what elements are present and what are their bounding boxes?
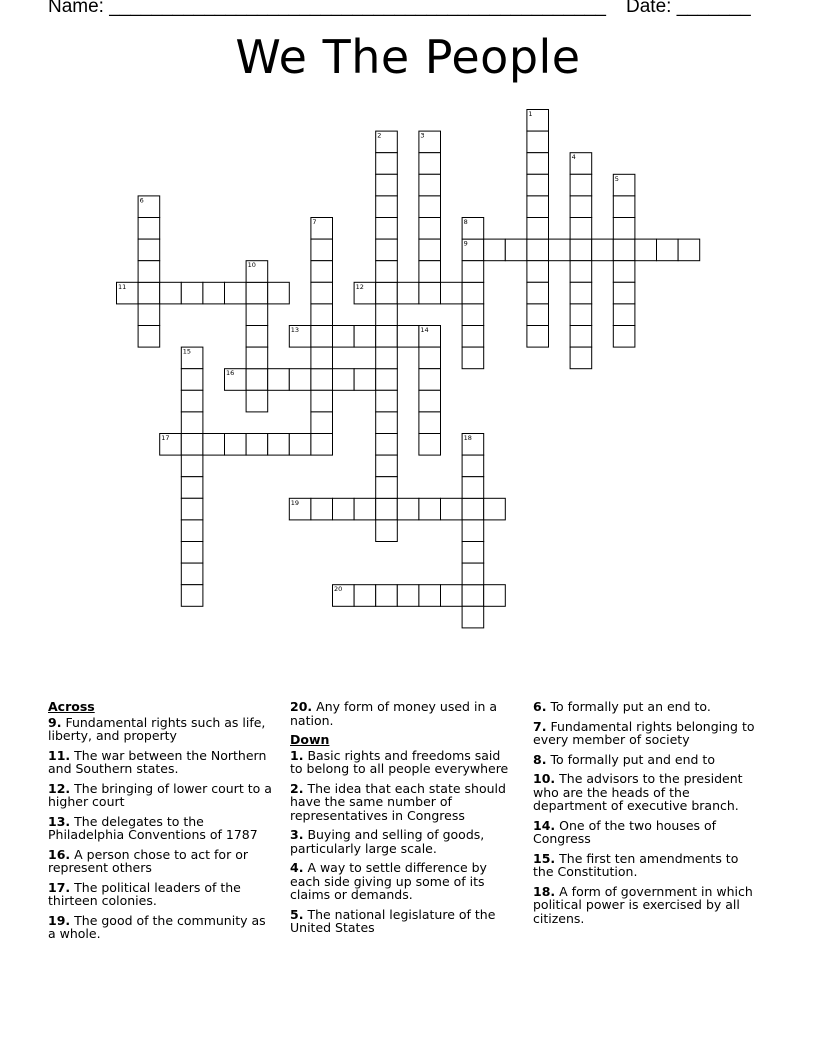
grid-cell[interactable] (376, 174, 398, 196)
grid-cell[interactable] (311, 498, 333, 520)
clue-number: 12. (48, 780, 71, 796)
down-clue (533, 700, 761, 714)
across-clue (48, 848, 274, 875)
clue-number: 19. (48, 912, 71, 928)
down-clue (290, 782, 514, 823)
grid-cell[interactable] (484, 498, 506, 520)
across-clue (48, 782, 274, 809)
grid-cell[interactable] (376, 261, 398, 283)
grid-cell[interactable] (246, 390, 268, 412)
clue-text: The national legislature of the United States (290, 906, 496, 935)
grid-cell[interactable] (570, 196, 592, 218)
clue-number: 13. (48, 813, 71, 829)
grid-cell[interactable] (419, 282, 441, 304)
grid-cell[interactable] (462, 455, 484, 477)
grid-cell[interactable] (527, 153, 549, 175)
across-clue (48, 716, 274, 743)
grid-cell[interactable] (613, 239, 635, 261)
grid-cell[interactable] (419, 412, 441, 434)
clue-number-label: 11 (118, 282, 127, 291)
grid-cell[interactable] (311, 282, 333, 304)
grid-cell[interactable] (462, 542, 484, 564)
grid-cell[interactable] (181, 412, 203, 434)
grid-cell[interactable] (354, 498, 376, 520)
clue-number: 9. (48, 714, 62, 730)
grid-cell[interactable] (527, 282, 549, 304)
grid-cell[interactable] (181, 434, 203, 456)
grid-cell[interactable] (181, 390, 203, 412)
grid-cell[interactable] (613, 218, 635, 240)
grid-cell[interactable] (397, 498, 419, 520)
grid-cell[interactable] (181, 563, 203, 585)
grid-cell[interactable] (246, 282, 268, 304)
grid-cell[interactable] (376, 282, 398, 304)
clue-number: 16. (48, 846, 71, 862)
date-line[interactable]: _______ (676, 0, 751, 17)
clues-column-3 (533, 700, 761, 931)
grid-cell[interactable] (268, 369, 290, 391)
clue-text: Fundamental rights such as life, liberty, and property (48, 714, 266, 743)
grid-cell[interactable] (527, 174, 549, 196)
grid-cell[interactable] (333, 326, 355, 348)
grid-cell[interactable] (419, 153, 441, 175)
grid-cell[interactable] (225, 282, 247, 304)
grid-cell[interactable] (160, 282, 182, 304)
grid-cell[interactable] (613, 282, 635, 304)
clue-text: The advisors to the president who are the heads of the department of executive branch. (533, 771, 743, 813)
grid-cell[interactable] (462, 477, 484, 499)
clue-text: The war between the Northern and Southern states. (48, 747, 267, 776)
clue-text: To formally put an end to. (550, 699, 711, 714)
grid-cell[interactable] (376, 498, 398, 520)
grid-cell[interactable] (138, 304, 160, 326)
grid-cell[interactable] (311, 239, 333, 261)
grid-cell[interactable] (527, 131, 549, 153)
grid-cell[interactable] (613, 196, 635, 218)
grid-cell[interactable] (462, 347, 484, 369)
across-clue (48, 914, 274, 941)
grid-cell[interactable] (376, 326, 398, 348)
clue-text: A form of government in which political power is exercised by all citizens. (533, 883, 753, 926)
grid-cell[interactable] (181, 585, 203, 607)
name-line[interactable]: _______________________________________________ (109, 0, 606, 17)
grid-cell[interactable] (570, 347, 592, 369)
across-clue (290, 700, 514, 727)
across-clue (48, 881, 274, 908)
clue-number: 20. (290, 699, 313, 714)
grid-cell[interactable] (138, 218, 160, 240)
grid-cell[interactable] (462, 563, 484, 585)
grid-cell[interactable] (419, 196, 441, 218)
grid-cell[interactable] (268, 434, 290, 456)
clue-text: Buying and selling of goods, particularly large scale. (290, 827, 485, 856)
clue-text: The political leaders of the thirteen colonies. (48, 879, 241, 908)
grid-cell[interactable] (462, 282, 484, 304)
clue-number-label: 5 (614, 174, 619, 183)
clue-number: 2. (290, 780, 304, 796)
clue-text: To formally put and end to (550, 751, 715, 767)
down-clue (533, 720, 761, 747)
clue-number-label: 6 (139, 196, 144, 205)
grid-cell[interactable] (397, 326, 419, 348)
grid-cell[interactable] (462, 520, 484, 542)
grid-cell[interactable] (505, 239, 527, 261)
clue-number-label: 7 (312, 218, 317, 226)
grid-cell[interactable] (592, 239, 614, 261)
grid-cell[interactable] (246, 369, 268, 391)
grid-cell[interactable] (549, 239, 571, 261)
grid-cell[interactable] (419, 218, 441, 240)
grid-cell[interactable] (376, 390, 398, 412)
grid-cell[interactable] (527, 239, 549, 261)
grid-cell[interactable] (419, 261, 441, 283)
clue-number-label: 8 (463, 218, 468, 226)
grid-cell[interactable] (678, 239, 700, 261)
grid-cell[interactable] (419, 174, 441, 196)
clue-text: A way to settle difference by each side giving up some of its claims or demands. (290, 860, 487, 902)
grid-cell[interactable] (333, 369, 355, 391)
grid-cell[interactable] (570, 174, 592, 196)
clue-text: One of the two houses of Congress (533, 817, 717, 846)
grid-cell[interactable] (613, 326, 635, 348)
grid-cell[interactable] (570, 239, 592, 261)
grid-cell[interactable] (419, 585, 441, 607)
clue-text: A person chose to act for or represent others (48, 846, 248, 875)
grid-cell[interactable] (354, 369, 376, 391)
grid-cell[interactable] (311, 347, 333, 369)
clues-column-1 (48, 700, 274, 947)
clue-number-label: 1 (528, 110, 533, 118)
grid-cell[interactable] (419, 498, 441, 520)
clue-number-label: 17 (161, 434, 170, 442)
grid-cell[interactable] (181, 498, 203, 520)
down-clue (533, 753, 761, 767)
clue-number-label: 14 (420, 326, 429, 334)
clue-number: 17. (48, 879, 71, 895)
grid-cell[interactable] (462, 606, 484, 628)
grid-cell[interactable] (419, 390, 441, 412)
grid-cell[interactable] (311, 369, 333, 391)
clue-number: 4. (290, 860, 304, 875)
grid-cell[interactable] (462, 585, 484, 607)
grid-cell[interactable] (376, 347, 398, 369)
grid-cell[interactable] (527, 196, 549, 218)
grid-cell[interactable] (570, 304, 592, 326)
clue-number-label: 16 (226, 369, 235, 378)
grid-cell[interactable] (246, 326, 268, 348)
clue-text: The delegates to the Philadelphia Conventions of 1787 (48, 813, 258, 842)
clue-number-label: 4 (571, 153, 576, 162)
across-clue (48, 815, 274, 842)
grid-cell[interactable] (570, 261, 592, 283)
grid-cell[interactable] (462, 261, 484, 283)
grid-cell[interactable] (181, 477, 203, 499)
down-clue (533, 819, 761, 846)
grid-cell[interactable] (376, 196, 398, 218)
across-clue (48, 749, 274, 776)
clue-number: 5. (290, 906, 304, 922)
down-clue (290, 861, 514, 902)
clue-number-label: 19 (290, 498, 300, 507)
grid-cell[interactable] (246, 347, 268, 369)
grid-cell[interactable] (311, 304, 333, 326)
grid-cell[interactable] (181, 369, 203, 391)
clue-number: 1. (290, 747, 304, 763)
clue-number: 15. (533, 850, 556, 866)
grid-cell[interactable] (268, 282, 290, 304)
grid-cell[interactable] (138, 261, 160, 283)
grid-cell[interactable] (376, 412, 398, 434)
clue-text: Basic rights and freedoms said to belong to all people everywhere (290, 747, 509, 776)
grid-cell[interactable] (181, 542, 203, 564)
clue-number-label: 13 (290, 326, 300, 334)
grid-cell[interactable] (333, 498, 355, 520)
grid-cell[interactable] (289, 369, 311, 391)
clue-text: Fundamental rights belonging to every member of society (533, 718, 755, 747)
grid-cell[interactable] (397, 282, 419, 304)
grid-cell[interactable] (657, 239, 679, 261)
clue-text: The idea that each state should have the same number of representatives in Congress (290, 780, 506, 823)
clues-column-2 (290, 700, 514, 941)
grid-cell[interactable] (462, 498, 484, 520)
clue-number: 11. (48, 747, 71, 763)
date-label: Date: (626, 0, 672, 17)
clue-number: 14. (533, 817, 556, 833)
grid-cell[interactable] (441, 585, 463, 607)
grid-cell[interactable] (376, 455, 398, 477)
grid-cell[interactable] (376, 304, 398, 326)
clue-text: The first ten amendments to the Constitution. (533, 850, 739, 879)
grid-cell[interactable] (462, 326, 484, 348)
grid-cell[interactable] (527, 304, 549, 326)
grid-cell[interactable] (527, 261, 549, 283)
grid-cell[interactable] (462, 304, 484, 326)
grid-cell[interactable] (203, 282, 225, 304)
clue-text: Any form of money used in a nation. (290, 699, 497, 728)
grid-cell[interactable] (311, 261, 333, 283)
clue-number: 7. (533, 718, 547, 734)
clue-number: 10. (533, 771, 556, 786)
grid-cell[interactable] (397, 585, 419, 607)
down-clue (290, 828, 514, 855)
grid-cell[interactable] (138, 282, 160, 304)
grid-cell[interactable] (181, 455, 203, 477)
clue-number-label: 2 (377, 131, 382, 140)
grid-cell[interactable] (354, 585, 376, 607)
down-heading: Down (290, 732, 330, 747)
down-clue (533, 885, 761, 926)
grid-cell[interactable] (484, 239, 506, 261)
grid-cell[interactable] (311, 390, 333, 412)
grid-cell[interactable] (289, 434, 311, 456)
grid-cell[interactable] (570, 218, 592, 240)
down-clue (290, 749, 514, 776)
grid-cell[interactable] (570, 282, 592, 304)
grid-cell[interactable] (527, 326, 549, 348)
page-title: We The People (235, 30, 581, 84)
grid-cell[interactable] (419, 347, 441, 369)
grid-cell[interactable] (376, 218, 398, 240)
grid-cell[interactable] (376, 477, 398, 499)
clue-number-label: 10 (247, 261, 256, 270)
grid-cell[interactable] (570, 326, 592, 348)
grid-cell[interactable] (613, 261, 635, 283)
clue-number-label: 3 (420, 131, 425, 140)
grid-cell[interactable] (181, 282, 203, 304)
grid-cell[interactable] (138, 239, 160, 261)
down-clue (290, 908, 514, 935)
grid-cell[interactable] (311, 434, 333, 456)
grid-cell[interactable] (311, 412, 333, 434)
grid-cell[interactable] (138, 326, 160, 348)
grid-cell[interactable] (311, 326, 333, 348)
grid-cell[interactable] (354, 326, 376, 348)
across-heading: Across (48, 699, 95, 714)
grid-cell[interactable] (376, 434, 398, 456)
clue-number-label: 15 (182, 347, 192, 356)
clue-number-label: 12 (355, 282, 364, 291)
grid-cell[interactable] (635, 239, 657, 261)
grid-cell[interactable] (376, 369, 398, 391)
grid-cell[interactable] (181, 520, 203, 542)
clue-number: 18. (533, 883, 556, 899)
clue-number: 8. (533, 751, 547, 767)
grid-cell[interactable] (527, 218, 549, 240)
clue-number-label: 20 (334, 585, 343, 594)
grid-cell[interactable] (246, 434, 268, 456)
grid-cell[interactable] (419, 239, 441, 261)
clue-number: 6. (533, 699, 547, 714)
clue-number-label: 18 (463, 434, 472, 442)
grid-cell[interactable] (419, 434, 441, 456)
down-clue (533, 852, 761, 879)
grid-cell[interactable] (613, 304, 635, 326)
grid-cell[interactable] (484, 585, 506, 607)
clue-text: The bringing of lower court to a higher court (48, 780, 272, 809)
grid-cell[interactable] (225, 434, 247, 456)
down-clue (533, 772, 761, 813)
grid-cell[interactable] (441, 282, 463, 304)
grid-cell[interactable] (376, 585, 398, 607)
grid-cell[interactable] (376, 153, 398, 175)
grid-cell[interactable] (419, 369, 441, 391)
grid-cell[interactable] (203, 434, 225, 456)
grid-cell[interactable] (441, 498, 463, 520)
grid-cell[interactable] (246, 304, 268, 326)
clue-number: 3. (290, 827, 304, 842)
grid-cell[interactable] (376, 520, 398, 542)
name-label: Name: (48, 0, 104, 17)
grid-cell[interactable] (376, 239, 398, 261)
clue-number-label: 9 (463, 239, 468, 248)
clue-text: The good of the community as a whole. (48, 912, 266, 941)
